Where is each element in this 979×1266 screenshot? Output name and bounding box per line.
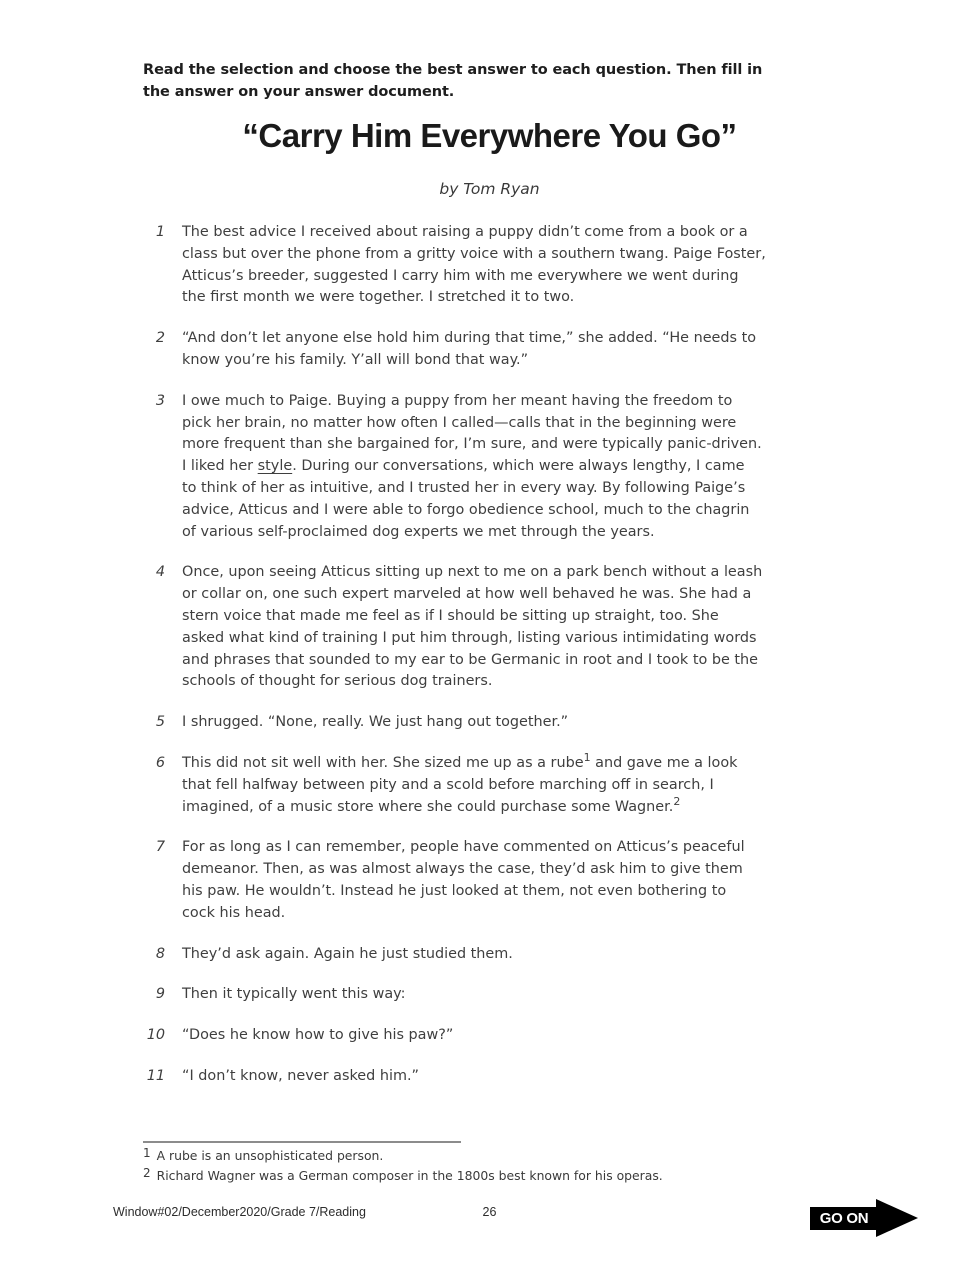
paragraph-text [182, 837, 842, 924]
paragraph-line: to think of her as intuitive, and I trusted her in every way. By following Paige’s [182, 479, 746, 496]
paragraph [130, 1025, 842, 1047]
paragraph-line: advice, Atticus and I were able to forgo obedience school, much to the chagrin [182, 501, 750, 518]
paragraph-number: 2 [155, 330, 165, 347]
paragraph-line: and phrases that sounded to my ear to be Germanic in root and I took to be the [182, 651, 759, 668]
paragraph [130, 944, 842, 966]
paragraph-line: Then it typically went this way: [182, 986, 406, 1003]
footnote: $^2$ Richard Wagner was a German composer in the 1800s best known for his operas. [143, 1166, 663, 1183]
paragraph [130, 837, 842, 924]
paragraph-number: 3 [155, 392, 165, 409]
footnotes [143, 1146, 783, 1186]
paragraph-line: or collar on, one such expert marveled at how well behaved he was. She had a [182, 586, 752, 603]
underlined-word: style [257, 458, 293, 475]
footer-doc-id: Window#02/December2020/Grade 7/Reading [113, 1205, 366, 1219]
paragraph-line: asked what kind of training I put him through, listing various intimidating words [182, 629, 757, 646]
paragraph-line: The best advice I received about raising a puppy didn’t come from a book or a [182, 224, 748, 240]
footnote-divider [143, 1141, 461, 1143]
paragraph-line: I owe much to Paige. Buying a puppy from her meant having the freedom to [182, 392, 733, 409]
paragraph-text [182, 222, 842, 309]
paragraph-line: the first month we were together. I stretched it to two. [182, 289, 575, 306]
paragraph-line: “Does he know how to give his paw?” [182, 1027, 454, 1044]
go-on-arrow-icon [876, 1199, 918, 1237]
paragraph-line: of various self-proclaimed dog experts we met through the years. [182, 523, 655, 540]
go-on-button[interactable] [810, 1207, 918, 1238]
paragraph-line: class but over the phone from a gritty voice with a southern twang. Paige Foster, [182, 245, 766, 262]
paragraph [130, 562, 842, 693]
paragraph-line: For as long as I can remember, people have commented on Atticus’s peaceful [182, 839, 745, 856]
paragraph-line: stern voice that made me feel as if I should be sitting up straight, too. She [182, 607, 719, 624]
footnote-marker: 2 [143, 1166, 151, 1180]
paragraph-text [182, 1025, 842, 1047]
paragraph-line: that fell halfway between pity and a scold before marching off in search, I [182, 776, 714, 793]
paragraph-line: “I don’t know, never asked him.” [182, 1067, 420, 1084]
paragraph [130, 750, 842, 818]
paragraph-text [182, 750, 842, 818]
paragraph-number: 10 [146, 1027, 165, 1044]
paragraph-line: imagined, of a music store where she could purchase some Wagner.$^2$ [182, 794, 681, 815]
paragraph-line: demeanor. Then, as was almost always the case, they’d ask him to give them [182, 861, 743, 878]
paragraph [130, 984, 842, 1006]
paragraph-line: Once, upon seeing Atticus sitting up next to me on a park bench without a leash [182, 564, 763, 581]
paragraph-line: I shrugged. “None, really. We just hang out together.” [182, 714, 569, 731]
paragraph [130, 1066, 842, 1088]
paragraph-number: 9 [155, 986, 165, 1003]
byline: by Tom Ryan [439, 180, 540, 198]
instruction-text [143, 60, 843, 103]
paragraph [130, 712, 842, 734]
paragraph-line: I liked her style. During our conversations, which were always lengthy, I came [182, 458, 745, 475]
paragraph-text [182, 712, 842, 734]
paragraph-line: “And don’t let anyone else hold him during that time,” she added. “He needs to [182, 330, 757, 347]
paragraph-number: 7 [155, 839, 165, 856]
passage-title: “Carry Him Everywhere You Go” [242, 117, 737, 154]
paragraph-line: This did not sit well with her. She sized me up as a rube$^1$ and gave me a look [182, 750, 738, 771]
paragraph-text [182, 984, 842, 1006]
page-number: 26 [482, 1205, 497, 1219]
paragraph-number: 4 [155, 564, 165, 581]
paragraph-number: 1 [155, 224, 165, 240]
paragraph-line: more frequent than she bargained for, I’m sure, and were typically panic-driven. [182, 436, 762, 453]
footnote-reference: 2 [673, 794, 681, 808]
passage-body [130, 222, 842, 1107]
go-on-label: GO ON [810, 1207, 878, 1230]
paragraph-line: pick her brain, no matter how often I called—calls that in the beginning were [182, 414, 737, 431]
paragraph-line: schools of thought for serious dog trainers. [182, 673, 493, 690]
paragraph-text [182, 562, 842, 693]
paragraph-line: his paw. He wouldn’t. Instead he just looked at them, not even bothering to [182, 882, 727, 899]
footnote-reference: 1 [583, 750, 591, 764]
instruction-line: Read the selection and choose the best answer to each question. Then fill in [143, 62, 763, 78]
paragraph-number: 11 [146, 1067, 165, 1084]
footnote: $^1$ A rube is an unsophisticated person. [143, 1146, 384, 1163]
paragraph-text [182, 391, 842, 544]
footnote-marker: 1 [143, 1146, 151, 1160]
paragraph-line: know you’re his family. Y’all will bond that way.” [182, 351, 529, 368]
paragraph-text [182, 944, 842, 966]
paragraph-number: 8 [155, 945, 165, 962]
paragraph-line: They’d ask again. Again he just studied them. [182, 945, 513, 962]
paragraph-text [182, 328, 842, 372]
paragraph-text [182, 1066, 842, 1088]
paragraph-number: 5 [155, 714, 165, 731]
paragraph-line: Atticus’s breeder, suggested I carry him with me everywhere we went during [182, 267, 739, 284]
instruction-line: the answer on your answer document. [143, 83, 455, 100]
paragraph-line: cock his head. [182, 904, 286, 921]
paragraph [130, 391, 842, 544]
paragraph [130, 222, 842, 309]
paragraph-number: 6 [155, 754, 165, 771]
paragraph [130, 328, 842, 372]
